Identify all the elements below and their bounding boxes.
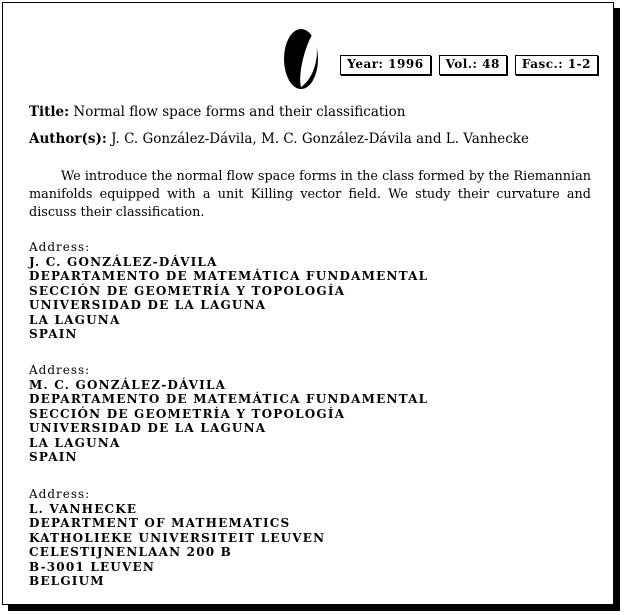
year-badge: Year: 1996	[340, 55, 430, 75]
address-line: L. VANHECKE	[29, 501, 138, 516]
authors-label: Author(s):	[29, 131, 107, 147]
address-line: BELGIUM	[29, 574, 105, 588]
address-line: SECCIÓN DE GEOMETRÍA Y TOPOLOGÍA	[29, 406, 346, 421]
address-label: Address:	[29, 240, 91, 254]
address-label: Address:	[29, 363, 91, 377]
address-line: SECCIÓN DE GEOMETRÍA Y TOPOLOGÍA	[29, 283, 346, 298]
article-title: Normal flow space forms and their classification	[73, 104, 406, 120]
fascicle-badge: Fasc.: 1-2	[515, 55, 598, 75]
address-line: LA LAGUNA	[29, 312, 121, 327]
title-line	[29, 104, 405, 120]
address-line: SPAIN	[29, 327, 78, 341]
address-line: B-3001 LEUVEN	[29, 559, 155, 574]
title-label: Title:	[29, 104, 70, 120]
volume-badge: Vol.: 48	[439, 55, 507, 75]
address-line: KATHOLIEKE UNIVERSITEIT LEUVEN	[29, 530, 326, 545]
address-block-2	[29, 363, 428, 465]
journal-logo-icon	[282, 27, 320, 91]
address-line: CELESTIJNENLAAN 200 B	[29, 545, 233, 559]
abstract: We introduce the normal flow space forms in the class formed by the Riemannian manifolds equipped with a unit Killing vector field. We study their curvature and discuss their classification.	[29, 169, 591, 220]
address-line: J. C. GONZÁLEZ-DÁVILA	[29, 254, 218, 269]
article-card	[2, 2, 614, 605]
address-line: DEPARTAMENTO DE MATEMÁTICA FUNDAMENTAL	[29, 269, 429, 283]
authors-line	[29, 131, 529, 147]
address-line: UNIVERSIDAD DE LA LAGUNA	[29, 421, 267, 435]
address-line: UNIVERSIDAD DE LA LAGUNA	[29, 298, 267, 312]
publication-info	[340, 55, 598, 75]
address-label: Address:	[29, 487, 91, 501]
address-line: DEPARTAMENTO DE MATEMÁTICA FUNDAMENTAL	[29, 392, 429, 406]
address-block-1	[29, 240, 428, 342]
author-names: J. C. González-Dávila, M. C. González-Dávila and L. Vanhecke	[111, 131, 529, 147]
address-line: SPAIN	[29, 450, 78, 464]
address-block-3	[29, 487, 325, 589]
address-line: LA LAGUNA	[29, 435, 121, 450]
address-line: DEPARTMENT OF MATHEMATICS	[29, 516, 291, 530]
address-line: M. C. GONZÁLEZ-DÁVILA	[29, 377, 227, 392]
